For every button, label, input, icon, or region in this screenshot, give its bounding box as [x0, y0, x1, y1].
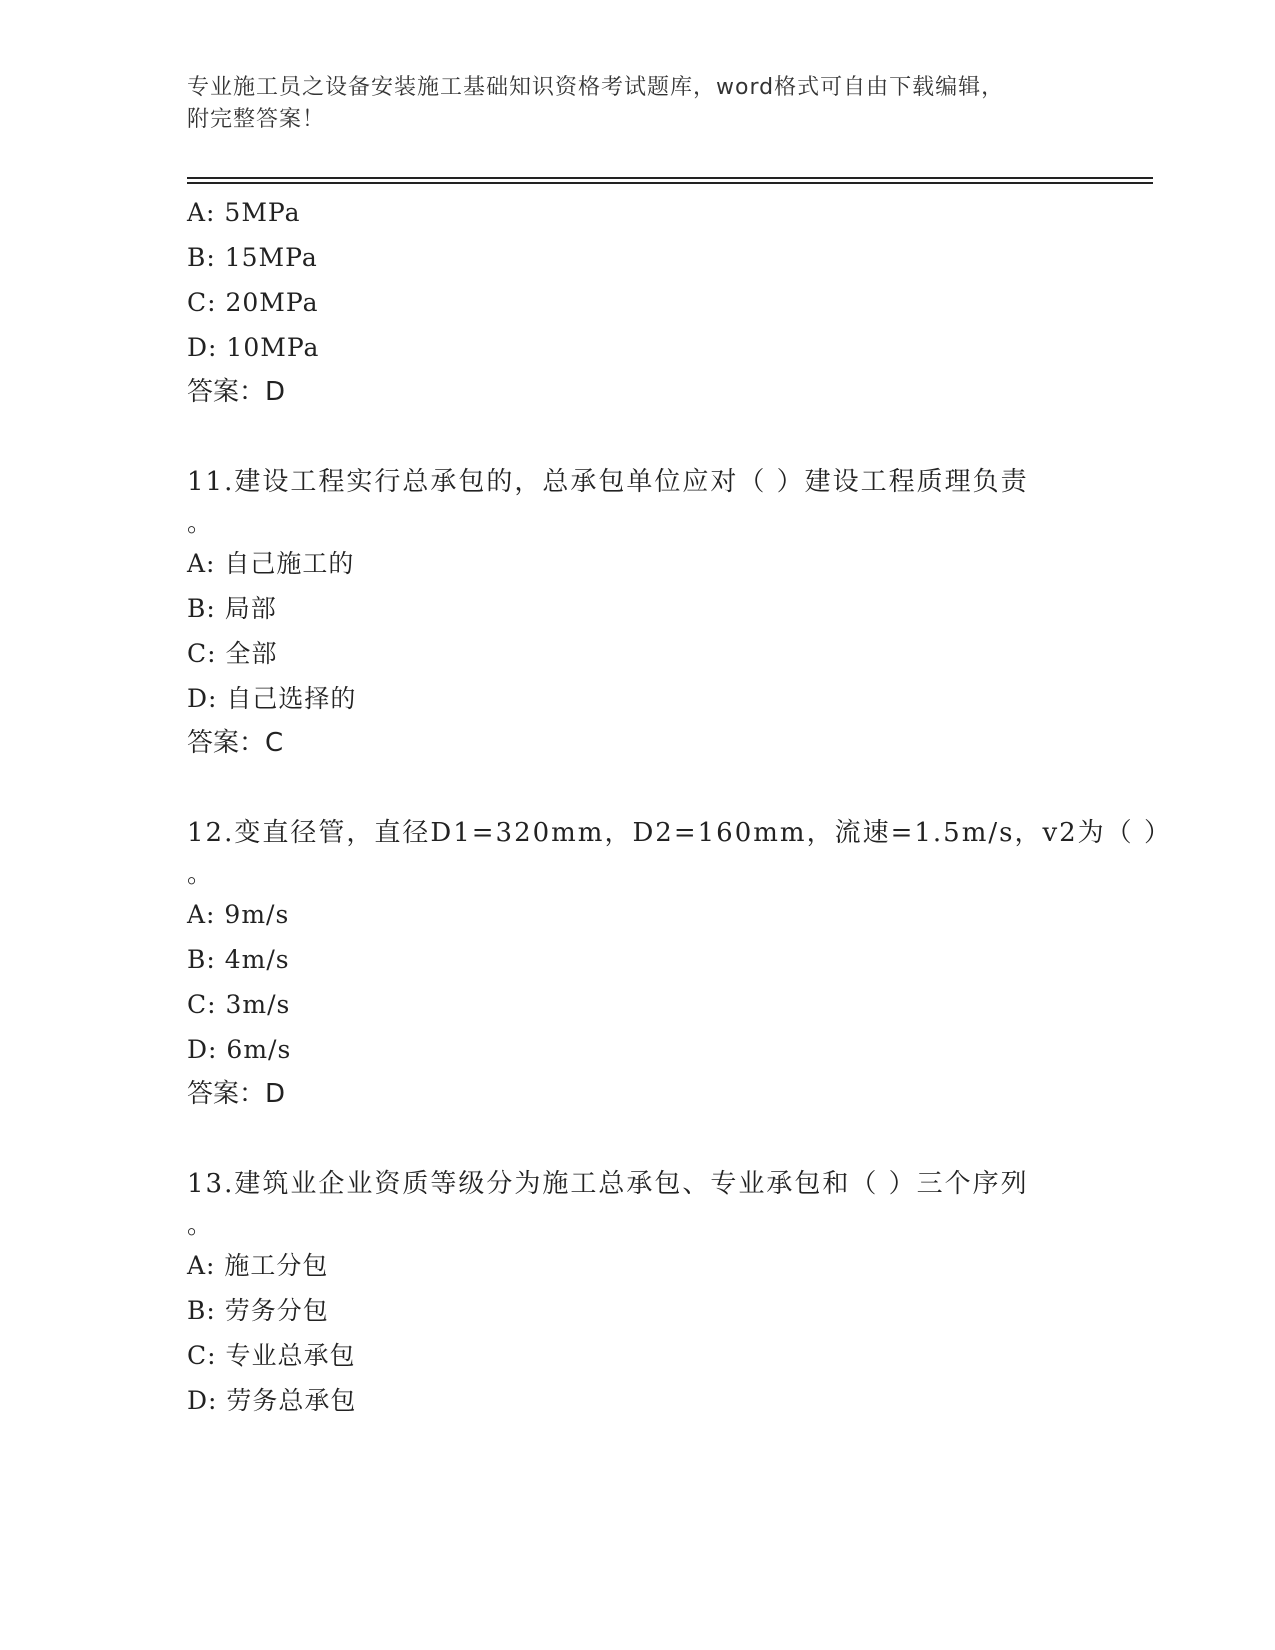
option-a: A: 5MPa	[187, 198, 301, 227]
header-line-1: 专业施工员之设备安装施工基础知识资格考试题库，word格式可自由下载编辑，	[187, 75, 1005, 100]
option-b: B: 4m/s	[187, 945, 290, 974]
question-stem: 11.建设工程实行总承包的，总承包单位应对（ ）建设工程质理负责	[187, 467, 1029, 497]
header-line-2: 附完整答案！	[187, 107, 326, 132]
question-stem: 12.变直径管，直径D1=320mm，D2=160mm，流速=1.5m/s，v2为（ ）	[187, 818, 1172, 848]
option-c: C: 20MPa	[187, 288, 319, 317]
question-stem: 13.建筑业企业资质等级分为施工总承包、专业承包和（ ）三个序列	[187, 1169, 1029, 1199]
question-stem-tail: 。	[187, 508, 213, 537]
option-b: B: 劳务分包	[187, 1296, 329, 1325]
option-c: C: 3m/s	[187, 990, 291, 1019]
answer-line: 答案：C	[187, 728, 284, 758]
question-12	[187, 810, 1172, 1117]
option-b: B: 局部	[187, 594, 277, 623]
option-a: A: 施工分包	[187, 1251, 329, 1280]
option-c: C: 专业总承包	[187, 1341, 356, 1370]
option-c: C: 全部	[187, 639, 278, 668]
question-13	[187, 1161, 1087, 1423]
option-a: A: 自己施工的	[187, 549, 355, 578]
document-header	[187, 72, 1067, 136]
question-stem-tail: 。	[187, 1210, 213, 1239]
option-d: D: 6m/s	[187, 1035, 292, 1064]
header-divider-bottom	[187, 182, 1153, 184]
option-b: B: 15MPa	[187, 243, 318, 272]
option-d: D: 劳务总承包	[187, 1386, 357, 1415]
previous-question-block	[187, 190, 1087, 415]
question-stem-tail: 。	[187, 859, 213, 888]
option-a: A: 9m/s	[187, 900, 290, 929]
option-d: D: 自己选择的	[187, 684, 357, 713]
answer-line: 答案：D	[187, 377, 286, 407]
header-divider-top	[187, 177, 1153, 179]
question-list	[187, 190, 1172, 1423]
answer-line: 答案：D	[187, 1079, 286, 1109]
option-d: D: 10MPa	[187, 333, 320, 362]
question-11	[187, 459, 1087, 766]
